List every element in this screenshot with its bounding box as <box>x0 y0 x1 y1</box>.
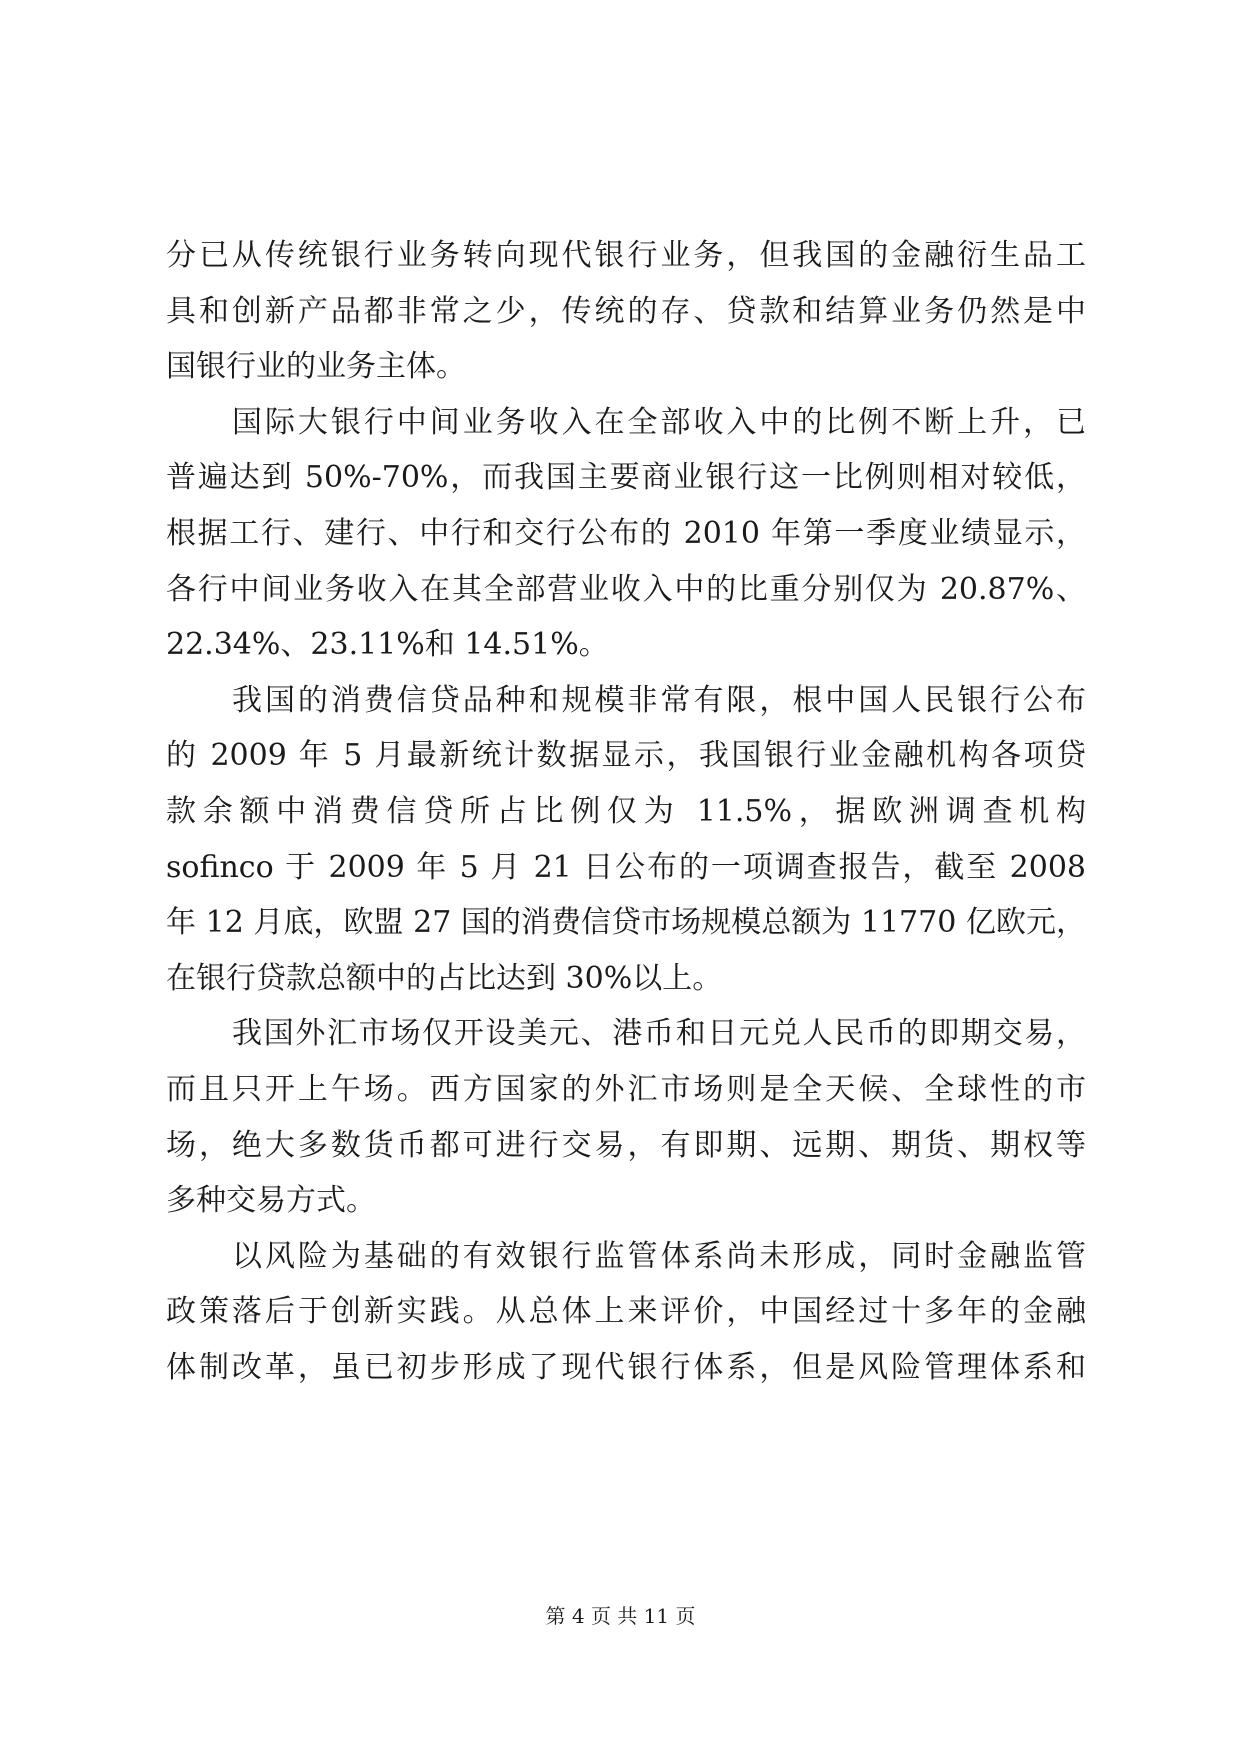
text-line: 22.34%、23.11%和 14.51%。 <box>166 627 609 663</box>
text-line: 国银行业的业务主体。 <box>166 349 466 385</box>
text-line: 分已从传统银行业务转向现代银行业务，但我国的金融衍生品工 <box>166 238 1086 273</box>
text-line: 在银行贷款总额中的占比达到 30%以上。 <box>166 960 723 996</box>
body-text <box>166 228 1086 1395</box>
text-line: 各行中间业务收入在其全部营业收入中的比重分别仅为 20.87%、 <box>166 571 1086 607</box>
page-footer: 第 4 页 共 11 页 <box>545 1604 696 1628</box>
text-line: 款余额中消费信贷所占比例仅为 11.5%，据欧洲调查机构 <box>166 793 1086 829</box>
text-line: 我国外汇市场仅开设美元、港币和日元兑人民币的即期交易， <box>232 1016 1086 1052</box>
text-line: 国际大银行中间业务收入在全部收入中的比例不断上升，已 <box>232 404 1086 440</box>
text-line: 根据工行、建行、中行和交行公布的 2010 年第一季度业绩显示， <box>166 515 1086 551</box>
text-line: 而且只开上午场。西方国家的外汇市场则是全天候、全球性的市 <box>166 1071 1086 1107</box>
text-line: 年 12 月底，欧盟 27 国的消费信贷市场规模总额为 11770 亿欧元， <box>166 905 1086 941</box>
text-line: 政策落后于创新实践。从总体上来评价，中国经过十多年的金融 <box>166 1294 1086 1330</box>
text-line: 具和创新产品都非常之少，传统的存、贷款和结算业务仍然是中 <box>166 293 1086 329</box>
text-line: 以风险为基础的有效银行监管体系尚未形成，同时金融监管 <box>232 1238 1086 1274</box>
text-line: 场，绝大多数货币都可进行交易，有即期、远期、期货、期权等 <box>166 1127 1086 1163</box>
text-line: 的 2009 年 5 月最新统计数据显示，我国银行业金融机构各项贷 <box>166 738 1086 774</box>
text-line: sofinco 于 2009 年 5 月 21 日公布的一项调查报告，截至 2008 <box>166 849 1086 885</box>
text-line: 体制改革，虽已初步形成了现代银行体系，但是风险管理体系和 <box>166 1349 1086 1385</box>
text-line: 普遍达到 50%-70%，而我国主要商业银行这一比例则相对较低， <box>166 460 1086 496</box>
text-line: 我国的消费信贷品种和规模非常有限，根中国人民银行公布 <box>232 682 1086 718</box>
text-line: 多种交易方式。 <box>166 1183 376 1219</box>
